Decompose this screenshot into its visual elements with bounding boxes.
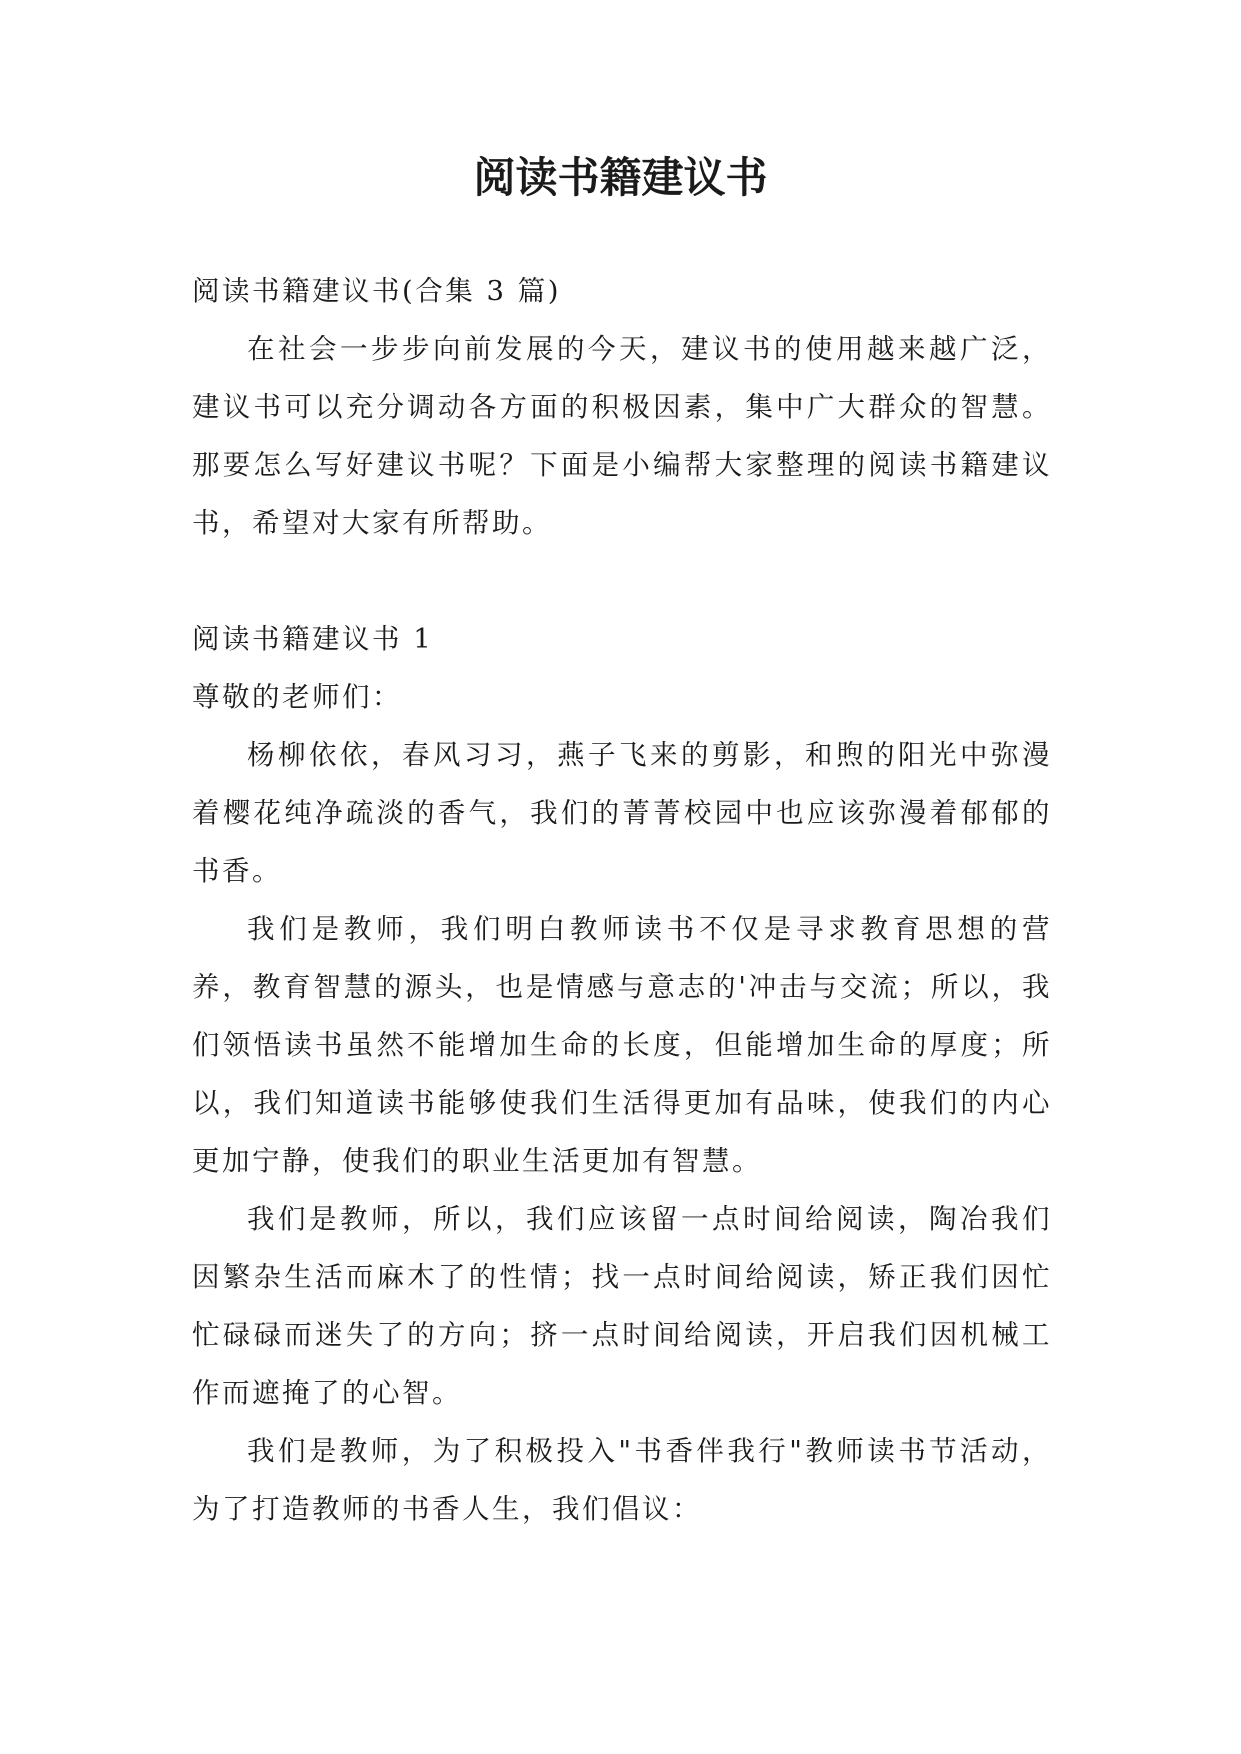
document-title: 阅读书籍建议书 [473, 153, 768, 202]
body-paragraph-3: 我们是教师，所以，我们应该留一点时间给阅读，陶冶我们因繁杂生活而麻木了的性情；找一点时间给阅读，矫正我们因忙忙碌碌而迷失了的方向；挤一点时间给阅读，开启我们因机械工作而遮掩了的心智。 [192, 1203, 1052, 1409]
body-paragraph-2: 我们是教师，我们明白教师读书不仅是寻求教育思想的营养，教育智慧的源头，也是情感与意志的'冲击与交流；所以，我们领悟读书虽然不能增加生命的长度，但能增加生命的厚度；所以，我们知道读书能够使我们生活得更加有品味，使我们的内心更加宁静，使我们的职业生活更加有智慧。 [192, 913, 1052, 1177]
salutation: 尊敬的老师们： [192, 681, 402, 713]
section-spacer [192, 552, 1052, 610]
intro-paragraph: 在社会一步步向前发展的今天，建议书的使用越来越广泛，建议书可以充分调动各方面的积极因素，集中广大群众的智慧。那要怎么写好建议书呢？下面是小编帮大家整理的阅读书籍建议书，希望对大家有所帮助。 [192, 333, 1052, 539]
section-heading: 阅读书籍建议书 1 [192, 623, 434, 655]
document-body [192, 262, 1052, 1538]
body-paragraph-4: 我们是教师，为了积极投入"书香伴我行"教师读书节活动，为了打造教师的书香人生，我们倡议： [192, 1435, 1052, 1525]
body-paragraph-1: 杨柳依依，春风习习，燕子飞来的剪影，和煦的阳光中弥漫着樱花纯净疏淡的香气，我们的菁菁校园中也应该弥漫着郁郁的书香。 [192, 739, 1052, 887]
document-subtitle: 阅读书籍建议书(合集 3 篇) [192, 275, 561, 307]
